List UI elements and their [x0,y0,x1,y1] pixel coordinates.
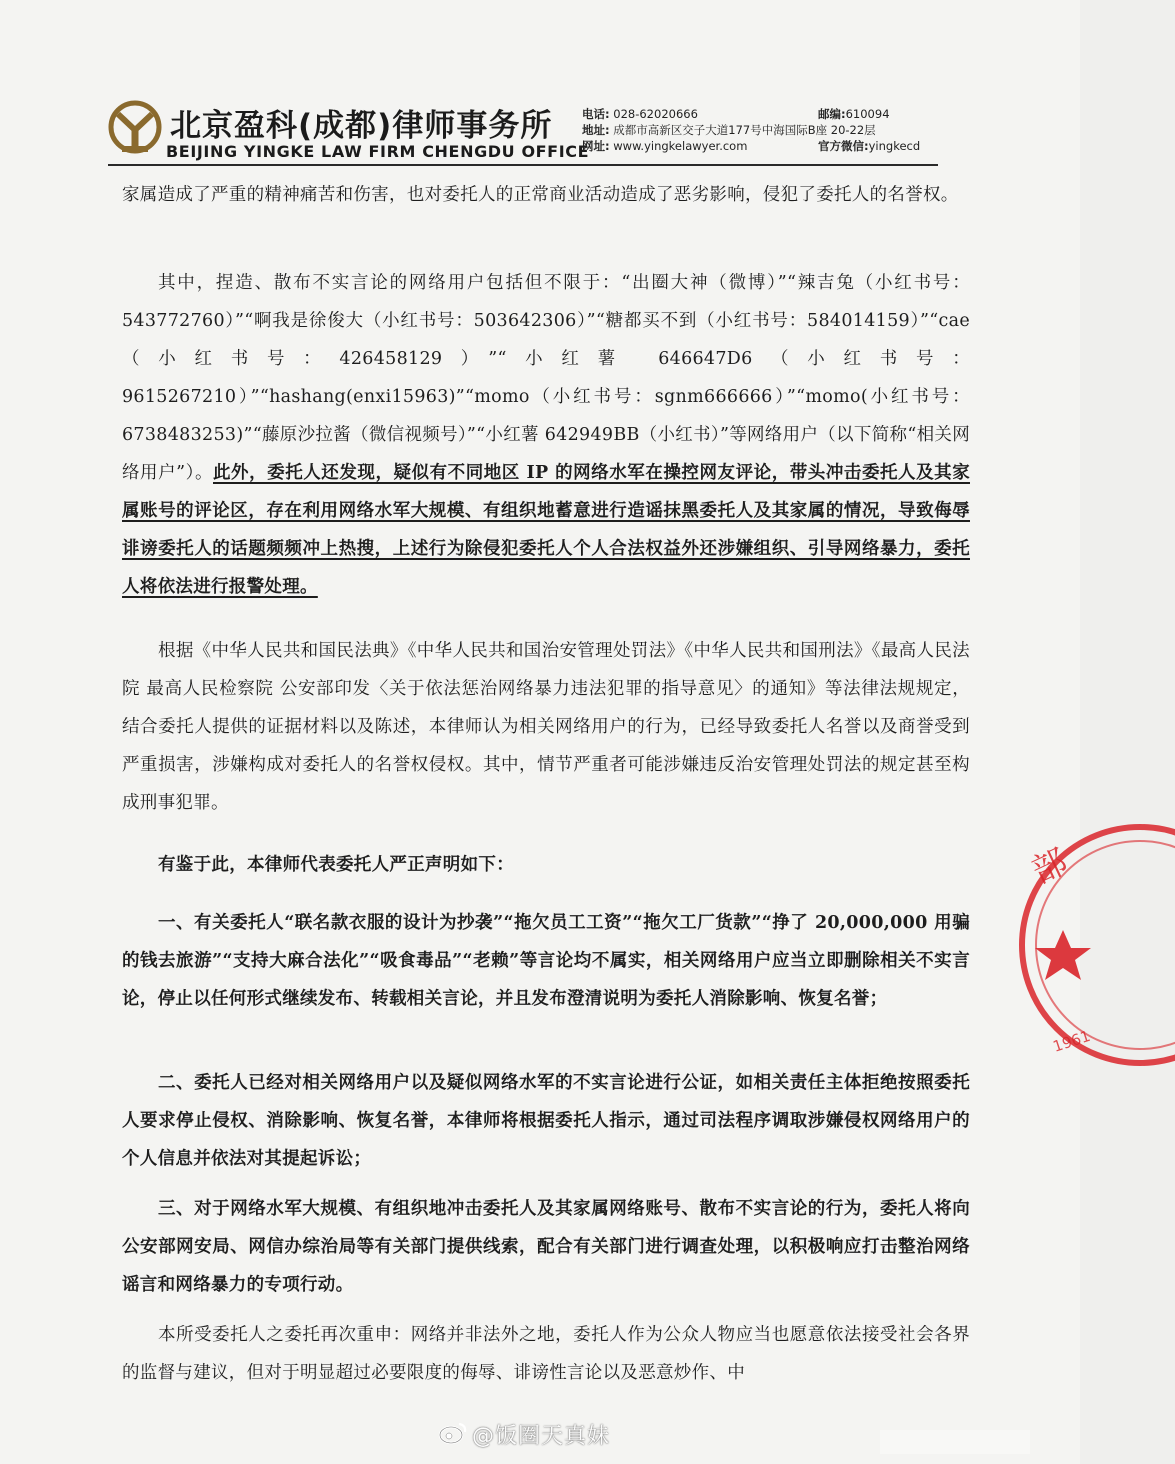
firm-name-en: BEIJING YINGKE LAW FIRM CHENGDU OFFICE [166,142,590,161]
firm-logo-icon [108,100,162,158]
header-divider [108,164,938,166]
phone-value: 028-62020666 [613,107,698,121]
website-value: www.yingkelawyer.com [613,139,748,153]
paragraph-closing: 本所受委托人之委托再次重申：网络并非法外之地，委托人作为公众人物应当也愿意依法接受社会各界的监督与建议，但对于明显超过必要限度的侮辱、诽谤性言论以及恶意炒作、中 [122,1325,970,1383]
weibo-icon [438,1420,468,1446]
statement-item-2: 二、委托人已经对相关网络用户以及疑似网络水军的不实言论进行公证，如相关责任主体拒绝按照委托人要求停止侵权、消除影响、恢复名誉，本律师将根据委托人指示，通过司法程序调取涉嫌侵权网络用户的个人信息并依法对其提起诉讼； [122,1073,970,1169]
letterhead [108,96,938,166]
contact-block [582,106,938,154]
firm-name-cn: 北京盈科(成都)律师事务所 [170,108,553,144]
watermark-text: @饭圈天真妹 [472,1424,611,1449]
paragraph-2-emphasis: 此外，委托人还发现，疑似有不同地区 IP 的网络水军在操控网友评论，带头冲击委托人及其家属账号的评论区，存在利用网络水军大规模、有组织地蓄意进行造谣抹黑委托人及其家属的情况，导致侮辱诽谤委托人的话题频频冲上热搜，上述行为除侵犯委托人个人合法权益外还涉嫌组织、引导网络暴力，委托人将依法进行报警处理。 [122,463,970,597]
paragraph-1: 家属造成了严重的精神痛苦和伤害，也对委托人的正常商业活动造成了恶劣影响，侵犯了委托人的名誉权。 [122,185,959,205]
phone-label: 电话: [582,107,610,121]
postcode-label: 邮编: [818,107,846,121]
wechat-label: 官方微信: [818,139,869,153]
postcode-value: 610094 [845,107,890,121]
wechat-value: yingkecd [868,139,921,153]
paragraph-3: 根据《中华人民共和国民法典》《中华人民共和国治安管理处罚法》《中华人民共和国刑法》《最高人民法院 最高人民检察院 公安部印发〈关于依法惩治网络暴力违法犯罪的指导意见〉的通知》等法律法规规定，结合委托人提供的证据材料以及陈述，本律师认为相关网络用户的行为，已经导致委托人名誉以及商誉受到严重损害，涉嫌构成对委托人的名誉权侵权。其中，情节严重者可能涉嫌违反治安管理处罚法的规定甚至构成刑事犯罪。 [122,641,970,813]
statement-intro: 有鉴于此，本律师代表委托人严正声明如下： [158,855,514,875]
svg-text:1961: 1961 [1050,1026,1093,1056]
statement-item-3: 三、对于网络水军大规模、有组织地冲击委托人及其家属网络账号、散布不实言论的行为，委托人将向公安部网安局、网信办综治局等有关部门提供线索，配合有关部门进行调查处理，以积极响应打击整治网络谣言和网络暴力的专项行动。 [122,1199,970,1295]
website-label: 网址: [582,139,610,153]
svg-text:部: 部 [1025,841,1074,893]
address-label: 地址: [582,123,610,137]
paragraph-2 [122,264,970,606]
statement-item-1: 一、有关委托人“联名款衣服的设计为抄袭”“拖欠员工工资”“拖欠工厂货款”“挣了 20,000,000 用骗的钱去旅游”“支持大麻合法化”“吸食毒品”“老赖”等言论均不属实，相关网络用户应当立即删除相关不实言论，停止以任何形式继续发布、转载相关言论，并且发布澄清说明为委托人消除影响、恢复名誉； [122,913,970,1009]
paragraph-2-text: 其中，捏造、散布不实言论的网络用户包括但不限于：“出圈大神（微博）”“辣吉兔（小红书号：543772760）”“啊我是徐俊大（小红书号：503642306）”“糖都买不到（小红书号：584014159）”“cae（小红书号：426458129）”“小红薯 646647D6（小红书号：9615267210）”“hashang(enxi15963)”“momo（小红书号：sgnm666666）”“momo(小红书号：6738483253)”“藤原沙拉酱（微信视频号）”“小红薯 642949BB（小红书）”等网络用户（以下简称“相关网络用户”）。 [122,273,970,483]
seal-stamp-icon [1005,820,1175,1070]
address-value: 成都市高新区交子大道177号中海国际B座 20-22层 [613,123,876,137]
